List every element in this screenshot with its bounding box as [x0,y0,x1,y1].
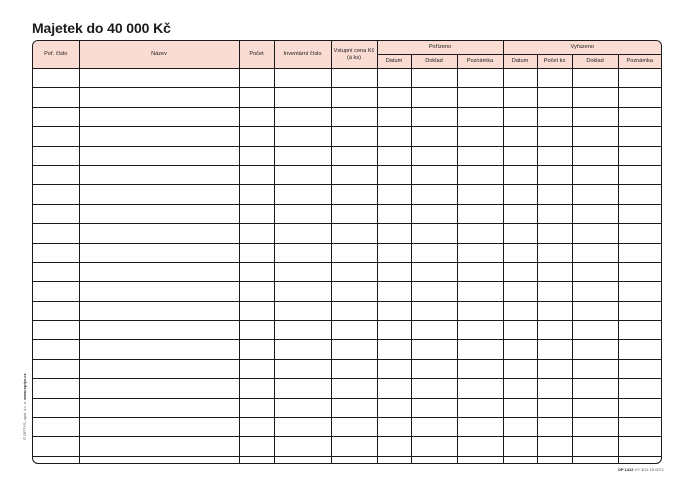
table-cell[interactable] [274,88,331,107]
table-cell[interactable] [79,107,239,126]
table-cell[interactable] [411,398,457,417]
table-cell[interactable] [457,88,503,107]
table-cell[interactable] [503,456,537,464]
table-cell[interactable] [618,398,661,417]
table-cell[interactable] [239,243,274,262]
table-cell[interactable] [537,165,572,184]
column-group-acquired: Pořízeno [377,41,503,55]
table-cell[interactable] [618,204,661,223]
table-cell[interactable] [457,107,503,126]
table-cell[interactable] [537,398,572,417]
table-cell[interactable] [572,437,618,456]
table-cell[interactable] [377,379,411,398]
form-code [618,467,664,472]
table-cell[interactable] [377,321,411,340]
table-cell[interactable] [411,88,457,107]
table-cell[interactable] [537,418,572,437]
table-cell[interactable] [537,340,572,359]
table-cell[interactable] [79,69,239,88]
ledger-body [33,69,661,465]
column-header-entry-price: Vstupní cena Kč (á ks) [331,41,377,69]
table-cell[interactable] [572,359,618,378]
table-cell[interactable] [411,418,457,437]
table-cell[interactable] [377,69,411,88]
table-cell[interactable] [457,340,503,359]
table-cell[interactable] [79,88,239,107]
table-cell[interactable] [537,224,572,243]
table-cell[interactable] [274,165,331,184]
table-cell[interactable] [537,185,572,204]
table-cell[interactable] [331,262,377,281]
table-cell[interactable] [618,127,661,146]
table-cell[interactable] [618,340,661,359]
table-row [33,282,661,301]
table-row [33,321,661,340]
table-cell[interactable] [274,243,331,262]
side-copyright [22,373,27,440]
table-cell[interactable] [274,262,331,281]
table-cell[interactable] [411,204,457,223]
table-row [33,204,661,223]
table-cell[interactable] [457,165,503,184]
table-cell[interactable] [331,243,377,262]
table-row [33,243,661,262]
table-cell[interactable] [572,204,618,223]
table-row [33,165,661,184]
table-cell[interactable] [572,418,618,437]
table-cell[interactable] [79,165,239,184]
table-cell[interactable] [618,185,661,204]
table-cell[interactable] [537,127,572,146]
table-cell[interactable] [411,437,457,456]
table-cell[interactable] [377,340,411,359]
table-cell[interactable] [503,262,537,281]
table-cell[interactable] [457,418,503,437]
table-cell[interactable] [331,88,377,107]
table-cell[interactable] [79,359,239,378]
table-cell[interactable] [503,69,537,88]
table-cell[interactable] [503,127,537,146]
table-cell[interactable] [572,340,618,359]
table-cell[interactable] [572,321,618,340]
table-cell[interactable] [33,107,79,126]
table-cell[interactable] [33,282,79,301]
table-cell[interactable] [239,456,274,464]
table-cell[interactable] [239,418,274,437]
table-cell[interactable] [572,282,618,301]
table-row [33,301,661,320]
table-row [33,340,661,359]
table-cell[interactable] [457,282,503,301]
table-cell[interactable] [503,165,537,184]
table-cell[interactable] [33,301,79,320]
table-cell[interactable] [274,107,331,126]
table-cell[interactable] [537,69,572,88]
table-cell[interactable] [239,282,274,301]
table-cell[interactable] [274,456,331,464]
table-cell[interactable] [377,456,411,464]
table-cell[interactable] [331,204,377,223]
table-cell[interactable] [274,398,331,417]
table-row [33,262,661,281]
table-cell[interactable] [537,456,572,464]
table-cell[interactable] [457,437,503,456]
table-cell[interactable] [572,107,618,126]
table-cell[interactable] [503,107,537,126]
table-cell[interactable] [274,340,331,359]
form-code-number: OP 1412 [617,467,634,472]
column-header-acquired-note: Poznámka [457,55,503,69]
table-cell[interactable] [377,359,411,378]
table-cell[interactable] [572,262,618,281]
table-cell[interactable] [411,146,457,165]
table-cell[interactable] [377,107,411,126]
table-cell[interactable] [274,185,331,204]
table-cell[interactable] [331,437,377,456]
table-cell[interactable] [457,398,503,417]
table-cell[interactable] [411,185,457,204]
table-cell[interactable] [503,340,537,359]
table-cell[interactable] [274,282,331,301]
table-cell[interactable] [79,243,239,262]
table-cell[interactable] [457,146,503,165]
column-header-inventory-number: Inventární číslo [274,41,331,69]
table-cell[interactable] [33,69,79,88]
table-cell[interactable] [331,146,377,165]
table-cell[interactable] [239,359,274,378]
table-cell[interactable] [572,185,618,204]
table-cell[interactable] [572,398,618,417]
table-cell[interactable] [79,418,239,437]
table-cell[interactable] [239,127,274,146]
table-cell[interactable] [537,107,572,126]
table-cell[interactable] [618,243,661,262]
table-cell[interactable] [79,262,239,281]
table-row [33,456,661,464]
table-row [33,437,661,456]
table-cell[interactable] [503,204,537,223]
table-cell[interactable] [377,282,411,301]
column-header-name: Název [79,41,239,69]
table-cell[interactable] [33,146,79,165]
table-cell[interactable] [618,107,661,126]
table-cell[interactable] [457,301,503,320]
table-cell[interactable] [618,437,661,456]
table-cell[interactable] [377,88,411,107]
table-cell[interactable] [331,418,377,437]
table-cell[interactable] [377,398,411,417]
table-cell[interactable] [537,88,572,107]
table-cell[interactable] [411,69,457,88]
table-cell[interactable] [618,146,661,165]
table-cell[interactable] [537,146,572,165]
table-cell[interactable] [503,301,537,320]
column-header-disposed-date: Datum [503,55,537,69]
table-cell[interactable] [331,165,377,184]
table-cell[interactable] [331,107,377,126]
table-cell[interactable] [618,418,661,437]
table-cell[interactable] [457,127,503,146]
table-cell[interactable] [274,437,331,456]
table-cell[interactable] [618,301,661,320]
table-cell[interactable] [503,398,537,417]
table-cell[interactable] [411,243,457,262]
table-cell[interactable] [331,301,377,320]
table-cell[interactable] [377,243,411,262]
table-row [33,146,661,165]
table-cell[interactable] [537,243,572,262]
table-cell[interactable] [618,379,661,398]
table-cell[interactable] [618,69,661,88]
table-cell[interactable] [274,224,331,243]
table-cell[interactable] [377,262,411,281]
table-cell[interactable] [457,379,503,398]
table-cell[interactable] [274,359,331,378]
table-cell[interactable] [618,359,661,378]
table-cell[interactable] [274,418,331,437]
table-cell[interactable] [331,321,377,340]
table-cell[interactable] [503,185,537,204]
table-cell[interactable] [411,301,457,320]
table-cell[interactable] [618,456,661,464]
table-cell[interactable] [411,282,457,301]
table-cell[interactable] [79,456,239,464]
table-row [33,88,661,107]
table-cell[interactable] [33,165,79,184]
table-cell[interactable] [411,340,457,359]
table-cell[interactable] [33,243,79,262]
table-cell[interactable] [503,146,537,165]
table-cell[interactable] [33,127,79,146]
table-cell[interactable] [457,456,503,464]
table-cell[interactable] [572,127,618,146]
table-cell[interactable] [411,359,457,378]
table-cell[interactable] [79,224,239,243]
table-cell[interactable] [503,88,537,107]
table-cell[interactable] [331,224,377,243]
table-cell[interactable] [239,379,274,398]
column-header-acquired-date: Datum [377,55,411,69]
table-cell[interactable] [457,243,503,262]
table-cell[interactable] [33,359,79,378]
table-cell[interactable] [377,185,411,204]
table-cell[interactable] [331,379,377,398]
table-cell[interactable] [537,262,572,281]
table-cell[interactable] [274,301,331,320]
table-cell[interactable] [572,88,618,107]
table-cell[interactable] [503,282,537,301]
column-header-acquired-document: Doklad [411,55,457,69]
table-cell[interactable] [79,146,239,165]
table-cell[interactable] [239,301,274,320]
page-title: Majetek do 40 000 Kč [32,20,171,36]
table-cell[interactable] [274,379,331,398]
ledger-table-frame [32,40,662,464]
table-cell[interactable] [572,456,618,464]
table-cell[interactable] [377,301,411,320]
table-cell[interactable] [411,321,457,340]
table-row [33,398,661,417]
table-cell[interactable] [239,165,274,184]
table-cell[interactable] [537,379,572,398]
column-header-disposed-note: Poznámka [618,55,661,69]
table-cell[interactable] [411,165,457,184]
table-row [33,224,661,243]
table-cell[interactable] [572,301,618,320]
table-cell[interactable] [79,340,239,359]
table-cell[interactable] [239,340,274,359]
table-cell[interactable] [537,282,572,301]
table-cell[interactable] [274,69,331,88]
table-cell[interactable] [411,379,457,398]
table-cell[interactable] [618,88,661,107]
table-cell[interactable] [503,224,537,243]
table-cell[interactable] [331,398,377,417]
table-cell[interactable] [33,321,79,340]
table-cell[interactable] [457,69,503,88]
table-cell[interactable] [572,165,618,184]
table-cell[interactable] [331,456,377,464]
table-cell[interactable] [79,185,239,204]
table-cell[interactable] [377,165,411,184]
table-cell[interactable] [331,69,377,88]
table-cell[interactable] [618,165,661,184]
table-cell[interactable] [503,418,537,437]
table-cell[interactable] [572,379,618,398]
table-cell[interactable] [79,127,239,146]
table-cell[interactable] [411,107,457,126]
table-cell[interactable] [377,224,411,243]
table-cell[interactable] [572,243,618,262]
table-cell[interactable] [503,437,537,456]
table-cell[interactable] [457,204,503,223]
table-cell[interactable] [79,379,239,398]
table-cell[interactable] [274,127,331,146]
table-cell[interactable] [79,282,239,301]
table-cell[interactable] [33,262,79,281]
table-cell[interactable] [274,146,331,165]
table-cell[interactable] [33,185,79,204]
table-cell[interactable] [33,204,79,223]
table-cell[interactable] [331,359,377,378]
table-cell[interactable] [239,146,274,165]
table-row [33,185,661,204]
table-cell[interactable] [79,204,239,223]
column-group-disposed: Vyřazeno [503,41,661,55]
table-cell[interactable] [331,127,377,146]
table-cell[interactable] [274,321,331,340]
table-cell[interactable] [239,437,274,456]
table-cell[interactable] [618,282,661,301]
table-cell[interactable] [457,321,503,340]
table-cell[interactable] [503,321,537,340]
table-cell[interactable] [503,379,537,398]
table-cell[interactable] [411,127,457,146]
table-cell[interactable] [377,204,411,223]
column-header-disposed-document: Doklad [572,55,618,69]
table-cell[interactable] [331,185,377,204]
website-url: www.optys.cz [22,373,27,400]
table-cell[interactable] [33,88,79,107]
table-cell[interactable] [537,301,572,320]
table-cell[interactable] [33,224,79,243]
table-cell[interactable] [239,88,274,107]
table-cell[interactable] [537,204,572,223]
table-cell[interactable] [33,456,79,464]
table-cell[interactable] [411,262,457,281]
table-cell[interactable] [79,301,239,320]
table-cell[interactable] [239,224,274,243]
table-cell[interactable] [411,224,457,243]
table-cell[interactable] [331,282,377,301]
form-code-meta: VY 3/11 15.0071 [634,467,664,472]
table-cell[interactable] [572,69,618,88]
table-cell[interactable] [239,398,274,417]
table-row [33,107,661,126]
table-cell[interactable] [331,340,377,359]
table-cell[interactable] [79,321,239,340]
table-cell[interactable] [239,321,274,340]
table-cell[interactable] [537,437,572,456]
table-cell[interactable] [537,359,572,378]
copyright-text: © OPTYS, spol. s r. o. [22,400,27,440]
table-cell[interactable] [33,418,79,437]
table-cell[interactable] [618,224,661,243]
table-cell[interactable] [33,398,79,417]
table-cell[interactable] [457,262,503,281]
table-cell[interactable] [377,437,411,456]
table-cell[interactable] [572,146,618,165]
table-row [33,359,661,378]
table-row [33,69,661,88]
table-cell[interactable] [239,69,274,88]
column-header-disposed-count: Počet ks [537,55,572,69]
table-row [33,418,661,437]
table-row [33,379,661,398]
table-cell[interactable] [618,321,661,340]
table-cell[interactable] [377,418,411,437]
column-header-number: Poř. číslo [33,41,79,69]
table-cell[interactable] [79,398,239,417]
table-cell[interactable] [411,456,457,464]
table-cell[interactable] [274,204,331,223]
table-cell[interactable] [457,185,503,204]
table-cell[interactable] [572,224,618,243]
table-cell[interactable] [239,262,274,281]
table-cell[interactable] [537,321,572,340]
table-cell[interactable] [503,359,537,378]
table-cell[interactable] [239,107,274,126]
column-header-count: Počet [239,41,274,69]
table-cell[interactable] [457,224,503,243]
ledger-table [33,41,661,464]
table-cell[interactable] [377,127,411,146]
table-cell[interactable] [239,185,274,204]
table-cell[interactable] [33,379,79,398]
table-cell[interactable] [79,437,239,456]
table-cell[interactable] [377,146,411,165]
table-cell[interactable] [503,243,537,262]
table-cell[interactable] [33,340,79,359]
table-cell[interactable] [457,359,503,378]
table-cell[interactable] [33,437,79,456]
table-cell[interactable] [618,262,661,281]
table-row [33,127,661,146]
table-cell[interactable] [239,204,274,223]
